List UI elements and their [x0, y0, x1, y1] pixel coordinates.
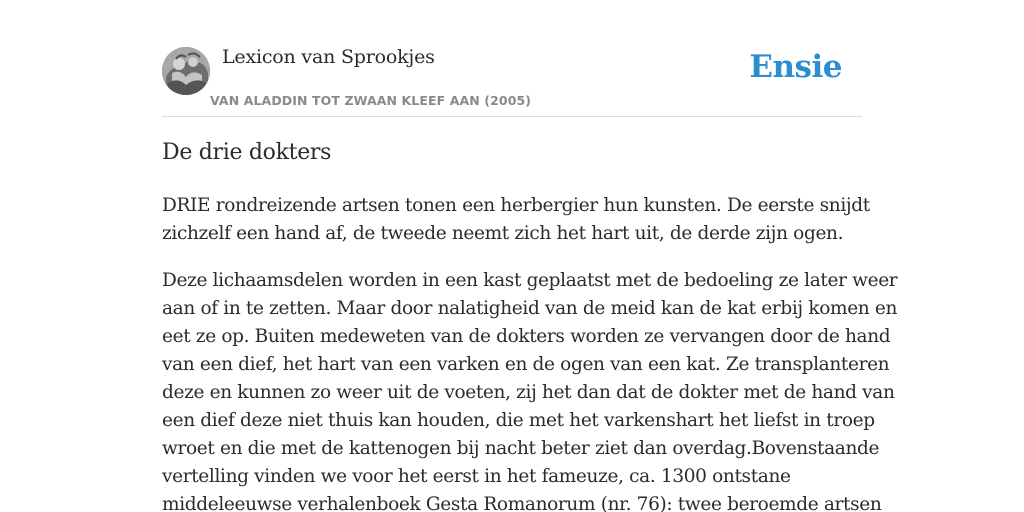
text-line: van een dief, het hart van een varken en de ogen van een kat. Ze transplanteren [162, 354, 890, 375]
text-line: een dief deze niet thuis kan houden, die met het varkenshart het liefst in troep [162, 410, 875, 431]
text-line: middeleeuwse verhalenboek Gesta Romanorum (nr. 76): twee beroemde artsen [162, 494, 882, 512]
paragraph-2 [162, 267, 898, 512]
text-line: zichzelf een hand af, de tweede neemt zich het hart uit, de derde zijn ogen. [162, 223, 844, 244]
source-subtitle: VAN ALADDIN TOT ZWAAN KLEEF AAN (2005) [210, 93, 532, 108]
source-header [162, 44, 862, 117]
text-line: deze en kunnen zo weer uit de voeten, zij het dan dat de dokter met de hand van [162, 382, 895, 403]
source-title[interactable]: Lexicon van Sprookjes [222, 46, 435, 68]
text-line: Deze lichaamsdelen worden in een kast geplaatst met de bedoeling ze later weer [162, 270, 898, 291]
article-title: De drie dokters [162, 140, 332, 165]
paragraph-1 [162, 192, 872, 248]
source-avatar[interactable] [162, 47, 210, 95]
text-line: DRIE rondreizende artsen tonen een herbergier hun kunsten. De eerste snijdt [162, 195, 870, 216]
text-line: vertelling vinden we voor het eerst in het fameuze, ca. 1300 ontstane [162, 466, 791, 487]
article-body [162, 192, 898, 512]
brand-logo[interactable]: Ensie [749, 49, 842, 85]
text-line: wroet en die met de kattenogen bij nacht beter ziet dan overdag.Bovenstaande [162, 438, 880, 459]
text-line: aan of in te zetten. Maar door nalatigheid van de meid kan de kat erbij komen en [162, 298, 898, 319]
text-line: eet ze op. Buiten medeweten van de dokters worden ze vervangen door de hand [162, 326, 891, 347]
engraving-illustration-icon [162, 47, 210, 95]
